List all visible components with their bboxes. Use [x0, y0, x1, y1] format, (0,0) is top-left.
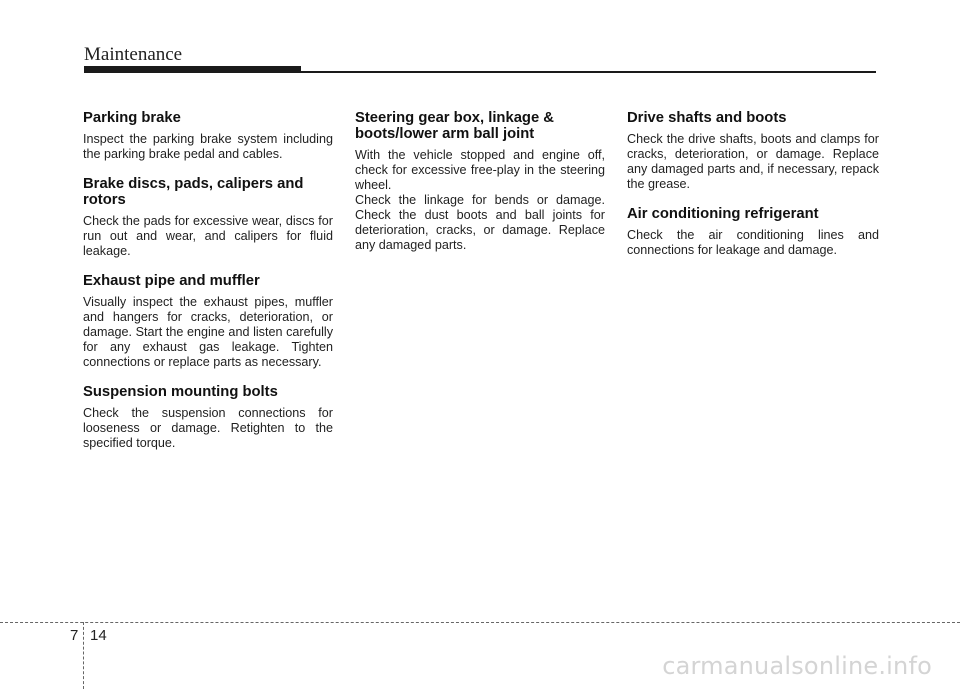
section-body: Check the air conditioning lines and connections for leakage and damage. — [627, 228, 879, 257]
section-brake-discs — [83, 176, 333, 259]
header-accent-bar — [84, 66, 301, 73]
section-heading: Steering gear box, linkage & boots/lower arm ball joint — [355, 110, 554, 142]
section-steering — [355, 110, 605, 253]
chapter-number: 7 — [70, 627, 79, 644]
section-heading: Parking brake — [83, 110, 181, 126]
column-right — [627, 110, 879, 272]
section-body: Check the pads for excessive wear, discs for run out and wear, and calipers for fluid leakage. — [83, 214, 333, 258]
section-body: With the vehicle stopped and engine off, check for excessive free-play in the steering wheel. — [355, 148, 605, 192]
header-rule — [301, 71, 876, 73]
column-left — [83, 110, 333, 465]
section-body: Check the suspension connections for looseness or damage. Retighten to the specified torque. — [83, 406, 333, 450]
section-parking-brake — [83, 110, 333, 162]
section-drive-shafts — [627, 110, 879, 192]
column-middle — [355, 110, 605, 267]
page-title: Maintenance — [84, 44, 183, 65]
section-air-conditioning — [627, 206, 879, 258]
section-suspension — [83, 384, 333, 451]
section-body: Check the drive shafts, boots and clamps for cracks, deterioration, or damage. Replace any damaged parts and, if necessary, repack the grease. — [627, 132, 879, 191]
watermark: carmanualsonline.info — [662, 652, 932, 680]
footer-vertical-divider — [83, 622, 84, 689]
page-number: 14 — [90, 627, 107, 644]
section-exhaust — [83, 273, 333, 370]
section-heading: Air conditioning refrigerant — [627, 206, 819, 222]
section-heading: Exhaust pipe and muffler — [83, 273, 260, 289]
footer-divider — [0, 622, 960, 623]
section-heading: Suspension mounting bolts — [83, 384, 278, 400]
section-body: Inspect the parking brake system including the parking brake pedal and cables. — [83, 132, 333, 161]
section-body: Visually inspect the exhaust pipes, muffler and hangers for cracks, deterioration, or damage. Start the engine and listen carefully for any exhaust gas leakage. Tighten connections or replace parts as necessary. — [83, 295, 333, 369]
section-body-continued: Check the linkage for bends or damage. Check the dust boots and ball joints for deterioration, cracks, or damage. Replace any damaged parts. — [355, 193, 605, 252]
section-heading: Brake discs, pads, calipers and rotors — [83, 176, 304, 208]
section-heading: Drive shafts and boots — [627, 110, 787, 126]
